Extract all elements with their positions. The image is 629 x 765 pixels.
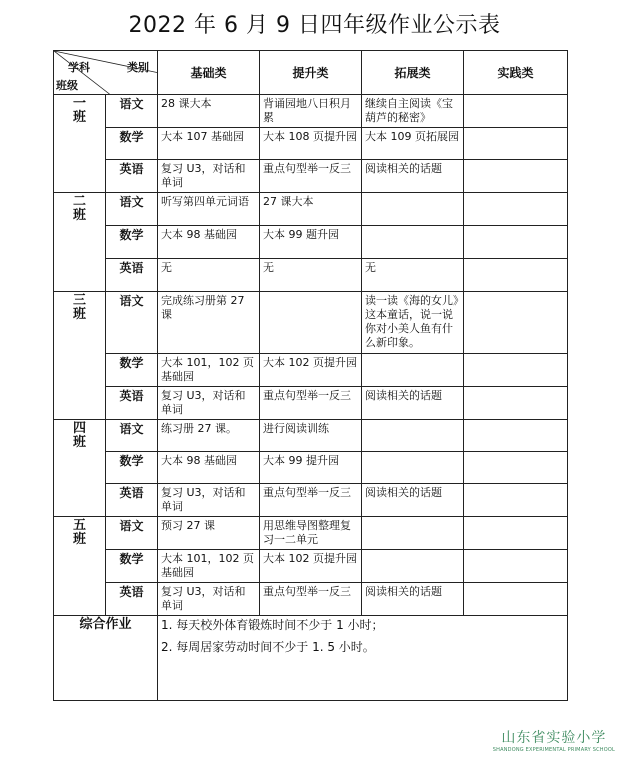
col-header-advanced: 提升类 <box>260 51 362 95</box>
comprehensive-row <box>54 616 568 701</box>
task-cell <box>464 517 568 550</box>
task-cell: 重点句型举一反三 <box>260 387 362 420</box>
task-cell: 大本 99 提升园 <box>260 452 362 484</box>
comprehensive-label: 综合作业 <box>54 616 158 701</box>
task-cell: 进行阅读训练 <box>260 420 362 452</box>
table-row <box>54 583 568 616</box>
task-cell: 复习 U3，对话和单词 <box>158 387 260 420</box>
task-cell <box>464 387 568 420</box>
class-name: 五 班 <box>54 517 106 616</box>
subject-cell: 语文 <box>106 517 158 550</box>
task-cell: 大本 102 页提升园 <box>260 354 362 387</box>
subject-cell: 数学 <box>106 354 158 387</box>
table-row <box>54 193 568 226</box>
task-cell <box>362 226 464 259</box>
task-cell: 听写第四单元词语 <box>158 193 260 226</box>
table-row <box>54 259 568 292</box>
col-header-basic: 基础类 <box>158 51 260 95</box>
school-logo-english: SHANDONG EXPERIMENTAL PRIMARY SCHOOL <box>492 747 615 753</box>
col-header-extended: 拓展类 <box>362 51 464 95</box>
table-row <box>54 452 568 484</box>
task-cell: 重点句型举一反三 <box>260 583 362 616</box>
school-logo <box>493 727 615 753</box>
subject-cell: 语文 <box>106 420 158 452</box>
task-cell: 无 <box>158 259 260 292</box>
table-row <box>54 517 568 550</box>
task-cell <box>464 452 568 484</box>
task-cell: 大本 101，102 页基础园 <box>158 354 260 387</box>
task-cell: 背诵园地八日积月累 <box>260 95 362 128</box>
task-cell: 大本 98 基础园 <box>158 452 260 484</box>
task-cell <box>464 420 568 452</box>
header-class-label: 班级 <box>56 79 78 92</box>
task-cell: 练习册 27 课。 <box>158 420 260 452</box>
task-cell <box>464 193 568 226</box>
task-cell <box>362 420 464 452</box>
task-cell: 大本 107 基础园 <box>158 128 260 160</box>
task-cell <box>464 128 568 160</box>
subject-cell: 数学 <box>106 128 158 160</box>
task-cell <box>464 95 568 128</box>
table-row <box>54 550 568 583</box>
task-cell: 完成练习册第 27 课 <box>158 292 260 354</box>
subject-cell: 语文 <box>106 193 158 226</box>
task-cell: 大本 99 题升园 <box>260 226 362 259</box>
task-cell: 大本 98 基础园 <box>158 226 260 259</box>
subject-cell: 数学 <box>106 452 158 484</box>
subject-cell: 数学 <box>106 550 158 583</box>
comprehensive-content <box>158 616 568 701</box>
class-name: 一 班 <box>54 95 106 193</box>
task-cell: 重点句型举一反三 <box>260 160 362 193</box>
school-logo-name: 山东省实验小学 <box>501 730 607 746</box>
task-cell: 无 <box>362 259 464 292</box>
table-row <box>54 160 568 193</box>
table-row <box>54 226 568 259</box>
subject-cell: 英语 <box>106 387 158 420</box>
subject-cell: 语文 <box>106 95 158 128</box>
task-cell <box>362 452 464 484</box>
task-cell <box>464 583 568 616</box>
task-cell <box>464 226 568 259</box>
task-cell <box>362 193 464 226</box>
class-name: 二 班 <box>54 193 106 292</box>
task-cell: 用思维导图整理复习一二单元 <box>260 517 362 550</box>
subject-cell: 语文 <box>106 292 158 354</box>
subject-cell: 英语 <box>106 259 158 292</box>
col-header-practice: 实践类 <box>464 51 568 95</box>
task-cell <box>464 354 568 387</box>
homework-table <box>53 50 568 701</box>
comprehensive-item: 1. 每天校外体育锻炼时间不少于 1 小时； <box>161 618 384 632</box>
task-cell: 读一读《海的女儿》这本童话，说一说你对小美人鱼有什么新印象。 <box>362 292 464 354</box>
subject-cell: 数学 <box>106 226 158 259</box>
subject-cell: 英语 <box>106 484 158 517</box>
header-category-label: 类别 <box>127 61 149 74</box>
table-row <box>54 95 568 128</box>
class-name: 四 班 <box>54 420 106 517</box>
task-cell: 重点句型举一反三 <box>260 484 362 517</box>
table-row <box>54 292 568 354</box>
task-cell: 阅读相关的话题 <box>362 160 464 193</box>
table-row <box>54 420 568 452</box>
task-cell <box>464 484 568 517</box>
subject-cell: 英语 <box>106 583 158 616</box>
task-cell: 复习 U3，对话和单词 <box>158 583 260 616</box>
task-cell: 阅读相关的话题 <box>362 484 464 517</box>
task-cell: 大本 101，102 页基础园 <box>158 550 260 583</box>
task-cell: 无 <box>260 259 362 292</box>
task-cell: 阅读相关的话题 <box>362 387 464 420</box>
task-cell: 大本 108 页提升园 <box>260 128 362 160</box>
table-row <box>54 387 568 420</box>
table-row <box>54 128 568 160</box>
task-cell: 复习 U3，对话和单词 <box>158 484 260 517</box>
task-cell: 阅读相关的话题 <box>362 583 464 616</box>
header-diagonal-cell <box>54 51 158 95</box>
subject-cell: 英语 <box>106 160 158 193</box>
task-cell <box>362 517 464 550</box>
task-cell <box>464 259 568 292</box>
task-cell: 预习 27 课 <box>158 517 260 550</box>
table-row <box>54 484 568 517</box>
comprehensive-item: 2. 每周居家劳动时间不少于 1. 5 小时。 <box>161 640 375 654</box>
task-cell: 复习 U3，对话和单词 <box>158 160 260 193</box>
task-cell <box>464 550 568 583</box>
table-row <box>54 354 568 387</box>
header-subject-label: 学科 <box>68 61 90 74</box>
page-title: 2022 年 6 月 9 日四年级作业公示表 <box>128 13 501 38</box>
class-name: 三 班 <box>54 292 106 420</box>
task-cell <box>362 354 464 387</box>
task-cell <box>464 160 568 193</box>
task-cell: 28 课大本 <box>158 95 260 128</box>
task-cell: 继续自主阅读《宝葫芦的秘密》 <box>362 95 464 128</box>
task-cell <box>464 292 568 354</box>
task-cell <box>260 292 362 354</box>
task-cell: 27 课大本 <box>260 193 362 226</box>
task-cell: 大本 102 页提升园 <box>260 550 362 583</box>
task-cell: 大本 109 页拓展园 <box>362 128 464 160</box>
task-cell <box>362 550 464 583</box>
